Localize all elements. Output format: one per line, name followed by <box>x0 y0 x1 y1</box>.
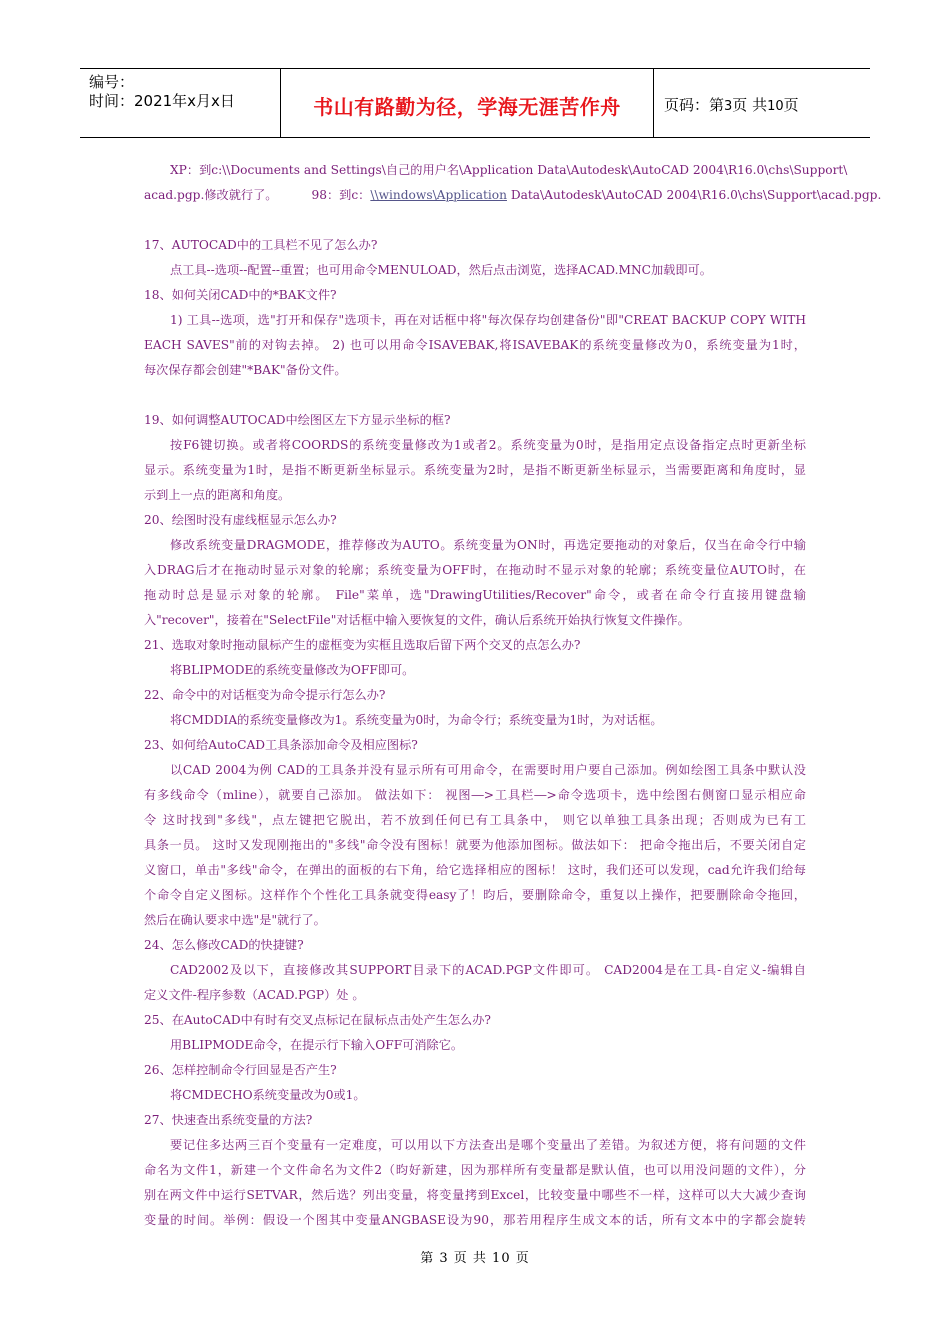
answer-text: 显示。系统变量为1时，是指不断更新坐标显示。系统变量为2时，是指不断更新坐标显示，当需要距离和角度时，显 <box>144 463 806 477</box>
answer-text: 将CMDDIA的系统变量修改为1。系统变量为0时，为命令行；系统变量为1时，为对话框。 <box>170 713 663 727</box>
page-mid: 页 共 <box>732 96 768 114</box>
question-heading: 19、如何调整AUTOCAD中绘图区左下方显示坐标的框? <box>144 413 451 427</box>
answer-text: CAD2002及以下，直接修改其SUPPORT目录下的ACAD.PGP文件即可。 CAD2004是在工具-自定义-编辑自 <box>170 963 806 977</box>
answer-text: 命名为文件1，新建一个文件命名为文件2（昀好新建，因为那样所有变量都是默认值，也可以用没问题的文件），分 <box>144 1163 806 1177</box>
question-heading: 25、在AutoCAD中有时有交叉点标记在鼠标点击处产生怎么办? <box>144 1013 491 1027</box>
page-footer: 第 3 页 共 10 页 <box>420 1251 530 1266</box>
path-link[interactable]: \\windows\Application <box>370 188 507 202</box>
question-heading: 17、AUTOCAD中的工具栏不见了怎么办? <box>144 238 378 252</box>
text-span: acad.pgp.修改就行了。 <box>144 188 278 202</box>
answer-text: 示到上一点的距离和角度。 <box>144 488 291 502</box>
header-motto-cell <box>281 69 654 137</box>
answer-text: 将CMDECHO系统变量改为0或1。 <box>170 1088 366 1102</box>
answer-text: 将BLIPMODE的系统变量修改为OFF即可。 <box>170 663 415 677</box>
answer-text: 别在两文件中运行SETVAR，然后选？列出变量，将变量拷到Excel，比较变量中哪些不一样，这样可以大大减少查询 <box>144 1188 806 1202</box>
answer-text: 入"recover"，接着在"SelectFile"对话框中输入要恢复的文件，确认后系统开始执行恢复文件操作。 <box>144 613 690 627</box>
text-span: Data\Autodesk\AutoCAD 2004\R16.0\chs\Support\acad.pgp. <box>506 188 882 202</box>
question-heading: 18、如何关闭CAD中的*BAK文件? <box>144 288 337 302</box>
question-heading: 21、选取对象时拖动鼠标产生的虚框变为实框且选取后留下两个交叉的点怎么办? <box>144 638 581 652</box>
answer-text: 点工具--选项--配置--重置；也可用命令MENULOAD，然后点击浏览，选择ACAD.MNC加载即可。 <box>170 263 712 277</box>
page-current: 3 <box>724 99 733 114</box>
document-date-label: 时间：2021年x月x日 <box>89 92 235 110</box>
page-total: 10 <box>767 99 784 114</box>
document-number-label: 编号： <box>89 73 135 91</box>
question-heading: 24、怎么修改CAD的快捷键? <box>144 938 304 952</box>
answer-text: 入DRAG后才在拖动时显示对象的轮廓；系统变量为OFF时，在拖动时不显示对象的轮廓；系统变量位AUTO时，在 <box>144 563 806 577</box>
answer-text: 用BLIPMODE命令，在提示行下输入OFF可消除它。 <box>170 1038 464 1052</box>
answer-text: 以CAD 2004为例 CAD的工具条并没有显示所有可用命令，在需要时用户要自己添加。例如绘图工具条中默认没 <box>170 763 806 777</box>
answer-text: 个命令自定义图标。这样作个个性化工具条就变得easy了！昀后，要删除命令，重复以上操作，把要删除命令拖回， <box>144 888 806 902</box>
question-heading: 27、快速查出系统变量的方法? <box>144 1113 313 1127</box>
answer-text: 定义文件-程序参数（ACAD.PGP）处 。 <box>144 988 365 1002</box>
page-end: 页 <box>783 96 799 114</box>
text-line <box>144 183 882 208</box>
answer-text: 然后在确认要求中选"是"就行了。 <box>144 913 326 927</box>
answer-text: 1) 工具--选项，选"打开和保存"选项卡，再在对话框中将"每次保存均创建备份"即"CREAT BACKUP COPY WITH <box>170 313 806 327</box>
page-header <box>80 68 870 138</box>
document-body <box>144 158 882 1233</box>
question-heading: 20、绘图时没有虚线框显示怎么办? <box>144 513 337 527</box>
header-motto: 书山有路勤为径，学海无涯苦作舟 <box>313 95 621 119</box>
header-page-cell <box>654 69 870 137</box>
answer-text: 变量的时间。举例：假设一个图其中变量ANGBASE设为90，那若用程序生成文本的话，所有文本中的字都会旋转 <box>144 1213 806 1227</box>
answer-text: 义窗口，单击"多线"命令，在弹出的面板的右下角，给它选择相应的图标！ 这时，我们还可以发现，cad允许我们给每 <box>144 863 806 877</box>
header-meta-cell <box>80 69 281 137</box>
answer-text: 修改系统变量DRAGMODE，推荐修改为AUTO。系统变量为ON时，再选定要拖动的对象后，仅当在命令行中输 <box>170 538 806 552</box>
answer-text: 每次保存都会创建"*BAK"备份文件。 <box>144 363 347 377</box>
question-heading: 26、怎样控制命令行回显是否产生? <box>144 1063 337 1077</box>
question-heading: 22、命令中的对话框变为命令提示行怎么办? <box>144 688 386 702</box>
answer-text: 按F6键切换。或者将COORDS的系统变量修改为1或者2。系统变量为0时，是指用定点设备指定点时更新坐标 <box>170 438 806 452</box>
answer-text: EACH SAVES"前的对钩去掉。 2) 也可以用命令ISAVEBAK,将ISAVEBAK的系统变量修改为0，系统变量为1时， <box>144 338 806 352</box>
answer-text: 拖动时总是显示对象的轮廓。 File"菜单，选"DrawingUtilities/Recover"命令，或者在命令行直接用键盘输 <box>144 588 806 602</box>
text-line: XP：到c:\\Documents and Settings\自己的用户名\Application Data\Autodesk\AutoCAD 2004\R16.0\chs\Support\ <box>170 163 848 177</box>
answer-text: 具条一员。 这时又发现刚拖出的"多线"命令没有图标！就要为他添加图标。做法如下： 把命令拖出后，不要关闭自定 <box>144 838 806 852</box>
answer-text: 有多线命令（mline），就要自己添加。 做法如下： 视图―>工具栏―>命令选项卡，选中绘图右侧窗口显示相应命 <box>144 788 806 802</box>
answer-text: 令 这时找到"多线"，点左键把它脱出，若不放到任何已有工具条中， 则它以单独工具条出现；否则成为已有工 <box>144 813 806 827</box>
header-page-info <box>664 94 799 115</box>
page-label: 页码：第 <box>664 96 725 114</box>
answer-text: 要记住多达两三百个变量有一定难度，可以用以下方法查出是哪个变量出了差错。为叙述方便，将有问题的文件 <box>170 1138 806 1152</box>
text-span: 98：到c： <box>311 188 371 202</box>
question-heading: 23、如何给AutoCAD工具条添加命令及相应图标? <box>144 738 418 752</box>
